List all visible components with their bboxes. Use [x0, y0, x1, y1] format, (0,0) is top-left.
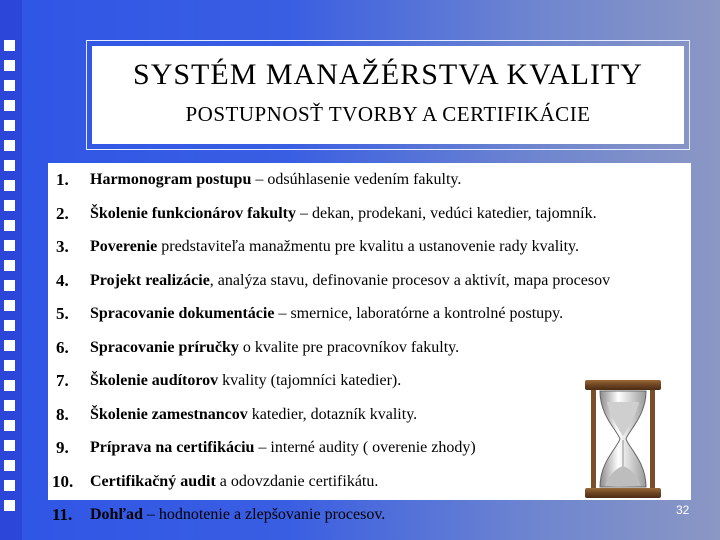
- item-text: [90, 264, 610, 298]
- item-text: [90, 398, 417, 432]
- item-bold-text: Dohľad: [90, 506, 143, 523]
- item-number: 2.: [56, 203, 69, 223]
- slide-title: SYSTÉM MANAŽÉRSTVA KVALITY: [133, 58, 643, 91]
- item-text: [90, 297, 563, 331]
- item-text: [90, 364, 401, 398]
- item-rest-text: – hodnotenie a zlepšovanie procesov.: [142, 506, 386, 523]
- item-rest-text: – dekan, prodekani, vedúci katedier, tajomník.: [295, 204, 597, 222]
- item-rest-text: kvality (tajomníci katedier).: [218, 372, 402, 389]
- square-bullet-decoration: [4, 240, 15, 251]
- item-text: [90, 197, 597, 231]
- item-rest-text: predstaviteľa manažmentu pre kvalitu a ustanovenie rady kvality.: [157, 238, 579, 255]
- item-number: 7.: [56, 371, 69, 390]
- square-bullet-decoration: [4, 260, 15, 271]
- slide-subtitle: POSTUPNOSŤ TVORBY A CERTIFIKÁCIE: [185, 102, 591, 126]
- item-bold-text: Harmonogram postupu: [90, 171, 252, 188]
- list-item: [48, 264, 691, 298]
- item-number: 8.: [56, 404, 69, 424]
- item-bold-text: Školenie zamestnancov: [90, 405, 248, 423]
- item-number: 6.: [56, 337, 69, 357]
- square-bullet-decoration: [4, 320, 15, 331]
- square-bullet-decoration: [4, 340, 15, 351]
- list-item: [48, 230, 691, 264]
- item-text: [90, 465, 378, 499]
- item-text: [90, 230, 579, 264]
- page-number: 32: [676, 503, 690, 517]
- left-square-strip: [0, 0, 22, 540]
- square-bullet-decoration: [4, 480, 15, 491]
- square-bullet-decoration: [4, 440, 15, 451]
- square-bullet-decoration: [4, 360, 15, 371]
- item-number: 10.: [52, 471, 74, 491]
- square-bullet-decoration: [4, 280, 15, 291]
- square-bullet-decoration: [4, 380, 15, 391]
- item-number: 9.: [56, 438, 69, 457]
- square-bullet-decoration: [4, 500, 15, 511]
- item-bold-text: Školenie audítorov: [90, 372, 219, 389]
- item-bold-text: Spracovanie dokumentácie: [90, 305, 275, 322]
- square-bullet-decoration: [4, 80, 15, 91]
- item-rest-text: katedier, dotazník kvality.: [247, 405, 418, 423]
- item-bold-text: Príprava na certifikáciu: [90, 439, 255, 456]
- square-bullet-decoration: [4, 400, 15, 411]
- square-bullet-decoration: [4, 140, 15, 151]
- item-bold-text: Certifikačný audit: [90, 472, 216, 490]
- item-rest-text: o kvalite pre pracovníkov fakulty.: [238, 338, 460, 356]
- item-bold-text: Projekt realizácie: [90, 271, 210, 289]
- item-text: [90, 163, 461, 197]
- item-number: 4.: [56, 270, 69, 290]
- item-bold-text: Spracovanie príručky: [90, 338, 239, 356]
- item-number: 1.: [56, 170, 69, 189]
- square-bullet-decoration: [4, 460, 15, 471]
- item-text: [90, 498, 385, 532]
- square-bullet-decoration: [4, 120, 15, 131]
- list-item: [48, 331, 691, 365]
- item-text: [90, 331, 459, 365]
- hourglass-icon: [583, 378, 663, 500]
- item-rest-text: a odovzdanie certifikátu.: [215, 472, 379, 490]
- list-item: [48, 163, 691, 197]
- item-rest-text: – odsúhlasenie vedením fakulty.: [251, 171, 462, 188]
- item-number: 11.: [52, 505, 73, 524]
- square-bullet-decoration: [4, 160, 15, 171]
- item-rest-text: – smernice, laboratórne a kontrolné postupy.: [274, 305, 564, 322]
- square-bullet-decoration: [4, 220, 15, 231]
- list-item: [48, 297, 691, 331]
- square-bullet-decoration: [4, 180, 15, 191]
- square-bullet-decoration: [4, 60, 15, 71]
- square-bullet-decoration: [4, 40, 15, 51]
- square-bullet-decoration: [4, 100, 15, 111]
- square-bullet-decoration: [4, 200, 15, 211]
- item-rest-text: – interné audity ( overenie zhody): [254, 439, 476, 456]
- square-bullet-decoration: [4, 300, 15, 311]
- item-text: [90, 431, 476, 465]
- list-item: [48, 498, 691, 532]
- item-bold-text: Školenie funkcionárov fakulty: [90, 204, 296, 222]
- square-bullet-decoration: [4, 420, 15, 431]
- item-bold-text: Poverenie: [90, 238, 158, 255]
- list-item: [48, 197, 691, 231]
- item-number: 5.: [56, 304, 69, 323]
- item-number: 3.: [56, 237, 69, 256]
- item-rest-text: , analýza stavu, definovanie procesov a aktivít, mapa procesov: [209, 271, 611, 289]
- title-box: [92, 46, 684, 144]
